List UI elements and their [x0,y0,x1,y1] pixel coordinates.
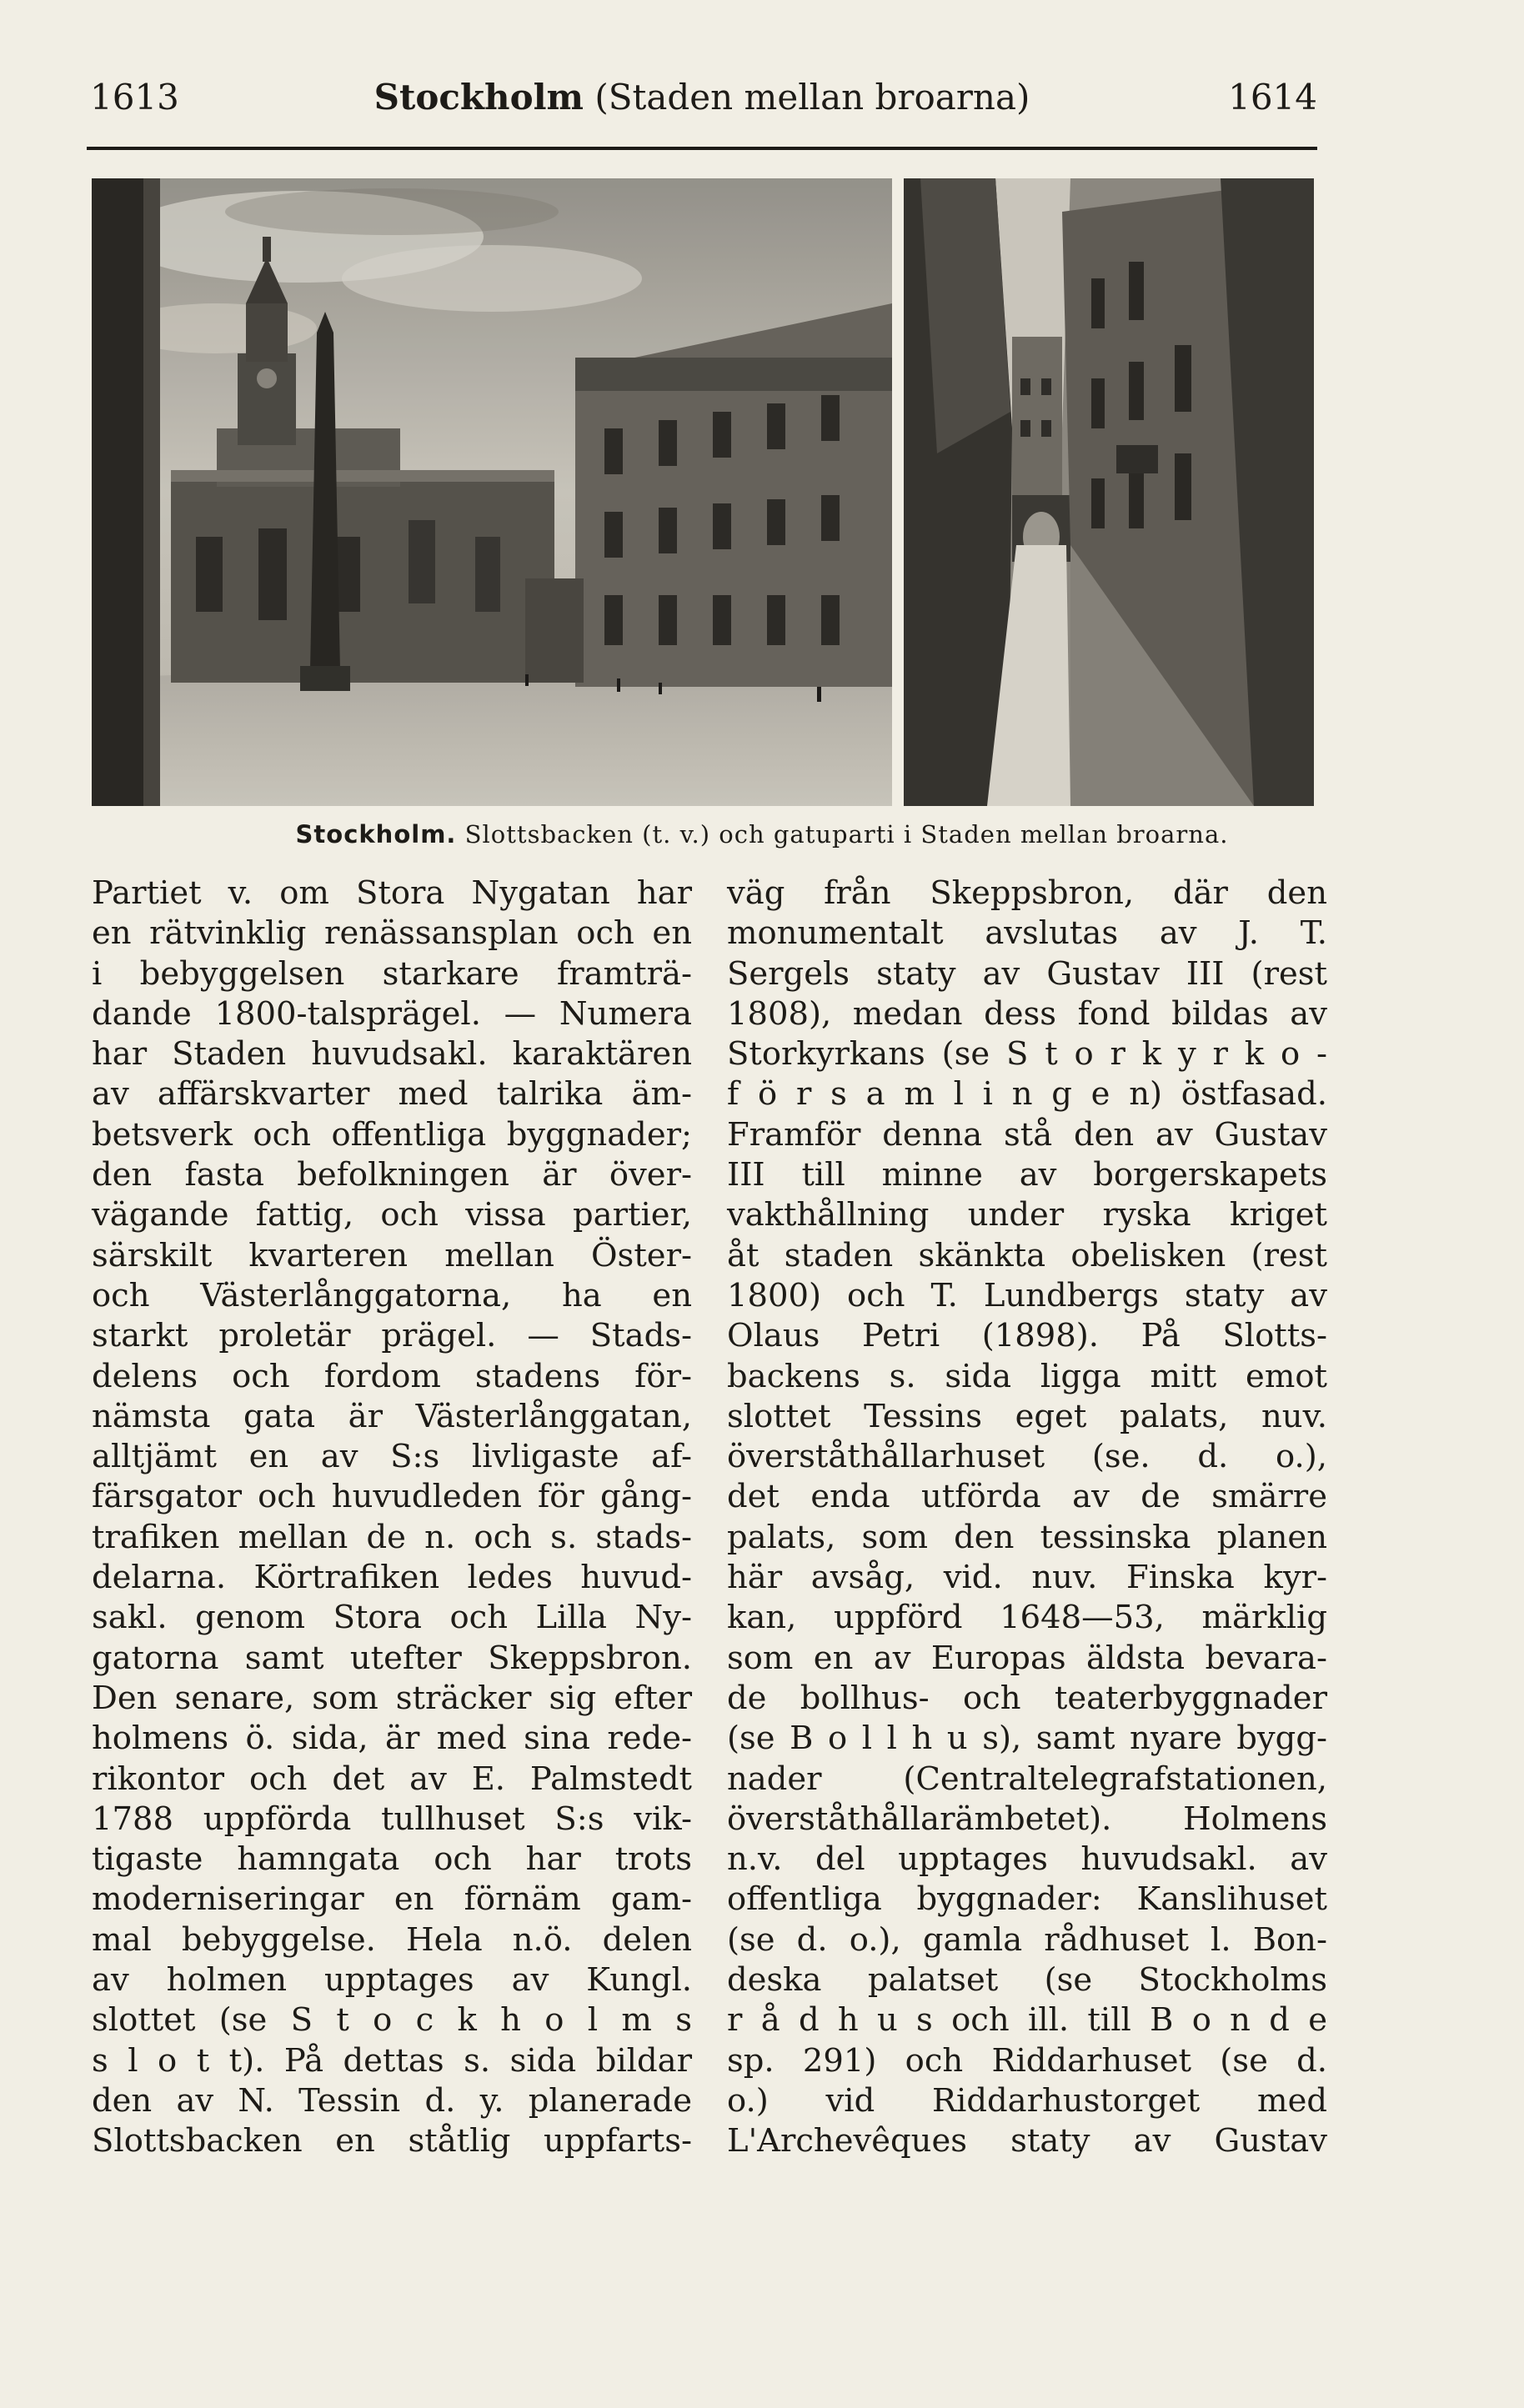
text-line: den fasta befolkningen är över- [92,1156,692,1194]
text-line: av affärskvarter med talrika äm- [92,1075,692,1114]
text-line: av holmen upptages av Kungl. [92,1961,692,2000]
page-number-right: 1614 [1228,77,1317,118]
text-line: f ö r s a m l i n g e n) östfasad. [727,1075,1327,1114]
text-line: moderniseringar en förnäm gam- [92,1880,692,1919]
text-line: L'Archevêques staty av Gustav [727,2122,1327,2160]
text-line: nämsta gata är Västerlånggatan, [92,1397,692,1435]
text-line: III till minne av borgerskapets [727,1156,1327,1194]
text-line: s l o t t). På dettas s. sida bildar [92,2041,692,2080]
text-line: Sergels staty av Gustav III (rest [727,954,1327,993]
text-line: i bebyggelsen starkare framträ- [92,954,692,993]
text-line: Partiet v. om Stora Nygatan har [92,874,692,912]
text-line: som en av Europas äldsta bevara- [727,1639,1327,1677]
text-line: nader (Centraltelegrafstationen, [727,1760,1327,1798]
photo-slottsbacken-image [92,178,892,806]
running-title [87,77,1317,118]
caption-text: Slottsbacken (t. v.) och gatuparti i Staden mellan broarna. [456,820,1229,849]
text-line: offentliga byggnader: Kanslihuset [727,1880,1327,1919]
text-line: Den senare, som sträcker sig efter [92,1679,692,1717]
text-line: dande 1800-talsprägel. — Numera [92,994,692,1033]
text-line: holmens ö. sida, är med sina rede- [92,1720,692,1758]
text-line: Storkyrkans (se S t o r k y r k o - [727,1035,1327,1074]
text-line: tigaste hamngata och har trots [92,1840,692,1879]
text-line: kan, uppförd 1648—53, märklig [727,1599,1327,1637]
text-line: deska palatset (se Stockholms [727,1961,1327,2000]
text-line: monumentalt avslutas av J. T. [727,914,1327,953]
text-line: och Västerlånggatorna, ha en [92,1276,692,1314]
header-rule [87,147,1317,150]
text-line: åt staden skänkta obelisken (rest [727,1236,1327,1274]
text-line: färsgator och huvudleden för gång- [92,1478,692,1516]
text-line: Slottsbacken en ståtlig uppfarts- [92,2122,692,2160]
text-line: 1800) och T. Lundbergs staty av [727,1276,1327,1314]
text-line: delens och fordom stadens för- [92,1357,692,1395]
text-line: r å d h u s och ill. till B o n d e [727,2001,1327,2040]
text-line: n.v. del upptages huvudsakl. av [727,1840,1327,1879]
text-line: 1788 uppförda tullhuset S:s vik- [92,1800,692,1838]
text-line: sp. 291) och Riddarhuset (se d. [727,2041,1327,2080]
text-line: palats, som den tessinska planen [727,1518,1327,1556]
text-line: trafiken mellan de n. och s. stads- [92,1518,692,1556]
text-line: Olaus Petri (1898). På Slotts- [727,1317,1327,1355]
text-line: vägande fattig, och vissa partier, [92,1196,692,1234]
text-column-right [727,874,1327,2162]
text-line: den av N. Tessin d. y. planerade [92,2081,692,2120]
photo-gatuparti-image [904,178,1314,806]
running-header [87,77,1317,143]
caption-name: Stockholm. [295,820,457,849]
text-line: särskilt kvarteren mellan Öster- [92,1236,692,1274]
text-line: sakl. genom Stora och Lilla Ny- [92,1599,692,1637]
text-line: väg från Skeppsbron, där den [727,874,1327,912]
text-line: mal bebyggelse. Hela n.ö. delen [92,1920,692,1959]
text-line: en rätvinklig renässansplan och en [92,914,692,953]
text-line: har Staden huvudsakl. karaktären [92,1035,692,1074]
text-line: överståthållarämbetet). Holmens [727,1800,1327,1838]
text-line: 1808), medan dess fond bildas av [727,994,1327,1033]
text-line: starkt proletär prägel. — Stads- [92,1317,692,1355]
text-column-left [92,874,692,2162]
text-line: rikontor och det av E. Palmstedt [92,1760,692,1798]
text-line: (se B o l l h u s), samt nyare bygg- [727,1720,1327,1758]
photo-slottsbacken [92,178,892,806]
text-line: alltjämt en av S:s livligaste af- [92,1438,692,1476]
text-line: här avsåg, vid. nuv. Finska kyr- [727,1559,1327,1597]
text-line: delarna. Körtrafiken ledes huvud- [92,1559,692,1597]
page-number-left: 1613 [90,77,179,118]
text-line: backens s. sida ligga mitt emot [727,1357,1327,1395]
text-line: slottet (se S t o c k h o l m s [92,2001,692,2040]
running-title-rest: (Staden mellan broarna) [583,77,1030,118]
running-title-bold: Stockholm [373,77,584,118]
text-line: de bollhus- och teaterbyggnader [727,1679,1327,1717]
text-line: det enda utförda av de smärre [727,1478,1327,1516]
text-line: överståthållarhuset (se. d. o.), [727,1438,1327,1476]
photo-caption [0,820,1524,849]
text-line: vakthållning under ryska kriget [727,1196,1327,1234]
photo-gatuparti [904,178,1314,806]
text-line: (se d. o.), gamla rådhuset l. Bon- [727,1920,1327,1959]
text-line: betsverk och offentliga byggnader; [92,1115,692,1154]
text-line: gatorna samt utefter Skeppsbron. [92,1639,692,1677]
text-line: o.) vid Riddarhustorget med [727,2081,1327,2120]
text-line: Framför denna stå den av Gustav [727,1115,1327,1154]
text-line: slottet Tessins eget palats, nuv. [727,1397,1327,1435]
